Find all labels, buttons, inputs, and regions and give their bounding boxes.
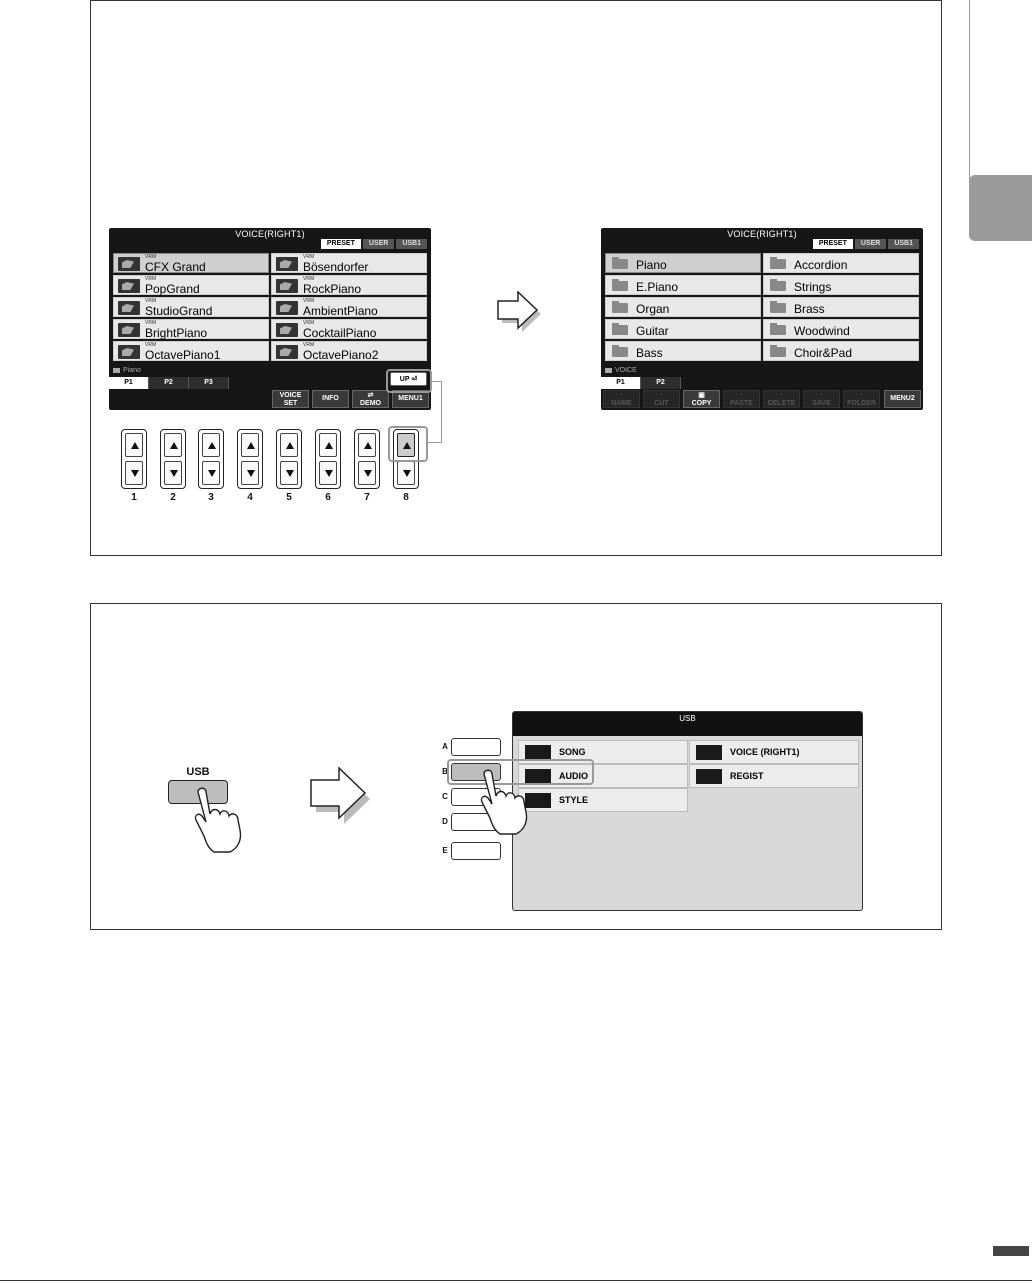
- callout-line: [427, 442, 442, 443]
- demo-button[interactable]: [352, 390, 389, 408]
- voice-name: CFX Grand: [145, 260, 206, 274]
- folder-name: Strings: [794, 280, 832, 294]
- folder-name: E.Piano: [636, 280, 679, 294]
- voice-item[interactable]: [113, 341, 269, 361]
- vrm-badge: VRM: [145, 342, 157, 348]
- folder-name: Guitar: [636, 324, 669, 338]
- chapter-tab: [969, 175, 1032, 241]
- tab-usb1[interactable]: USB1: [888, 239, 919, 249]
- right-arrow-icon: [494, 291, 546, 335]
- save-label: SAVE: [812, 400, 831, 407]
- letter-b: B: [442, 767, 448, 776]
- folder-icon: [612, 281, 628, 291]
- button-number-8: 8: [403, 492, 409, 503]
- piano-icon: [276, 323, 298, 337]
- button-number-7: 7: [364, 492, 370, 503]
- save-icon: ·: [820, 392, 823, 399]
- folder-name: Organ: [636, 302, 670, 316]
- voice-name: OctavePiano1: [145, 348, 221, 362]
- folder-icon: [770, 347, 786, 357]
- tab-p1[interactable]: P1: [109, 377, 149, 389]
- folder-label: FOLDER: [847, 400, 876, 407]
- folder-path-label: Piano: [123, 367, 141, 374]
- tab-p1[interactable]: P1: [601, 377, 641, 389]
- cut-button[interactable]: [643, 390, 680, 408]
- usb-item-label: AUDIO: [559, 771, 588, 781]
- folder-path-label: VOICE: [615, 367, 637, 374]
- tab-p2[interactable]: P2: [149, 377, 189, 389]
- voice-name: RockPiano: [303, 282, 362, 296]
- down-arrow-icon: [170, 470, 178, 477]
- tab-user[interactable]: USER: [855, 239, 886, 249]
- folder-icon: [612, 259, 628, 269]
- folder-item[interactable]: [605, 319, 761, 339]
- voice-folder-screen: [601, 228, 923, 410]
- hardware-button-6[interactable]: [315, 429, 341, 489]
- usb-item-style[interactable]: [518, 788, 688, 812]
- copy-icon: ▣: [698, 392, 705, 399]
- usb-item-label: VOICE (RIGHT1): [730, 747, 800, 757]
- vrm-badge: VRM: [145, 276, 157, 282]
- folder-item[interactable]: [605, 341, 761, 361]
- down-arrow-icon: [325, 470, 333, 477]
- folder-item[interactable]: [763, 275, 919, 295]
- delete-button[interactable]: [763, 390, 800, 408]
- vrm-badge: VRM: [303, 320, 315, 326]
- letter-c: C: [442, 792, 448, 801]
- piano-icon: [276, 301, 298, 315]
- voice-name: BrightPiano: [145, 326, 208, 340]
- folder-grid: [605, 253, 919, 361]
- scissors-icon: ·: [660, 392, 663, 399]
- down-arrow-icon: [247, 470, 255, 477]
- music-note-icon: [525, 745, 551, 760]
- button-number-4: 4: [247, 492, 253, 503]
- folder-icon: [605, 368, 612, 373]
- tab-p2[interactable]: P2: [641, 377, 681, 389]
- menu2-button[interactable]: MENU2: [884, 390, 921, 408]
- usb-screen: [512, 711, 863, 911]
- button-number-2: 2: [170, 492, 176, 503]
- vrm-badge: VRM: [303, 342, 315, 348]
- folder-item[interactable]: [605, 297, 761, 317]
- voice-set-button[interactable]: [272, 390, 309, 408]
- tab-preset[interactable]: PRESET: [321, 239, 361, 249]
- paste-label: PASTE: [730, 400, 753, 407]
- folder-icon: [770, 325, 786, 335]
- voice-item[interactable]: [271, 319, 427, 339]
- hardware-button-4[interactable]: [237, 429, 263, 489]
- down-arrow-icon: [286, 470, 294, 477]
- up-arrow-icon: [325, 442, 333, 449]
- cut-label: CUT: [654, 400, 669, 407]
- tab-preset[interactable]: PRESET: [813, 239, 853, 249]
- side-margin-line: [969, 0, 970, 180]
- hardware-button-5[interactable]: [276, 429, 302, 489]
- piano-icon: [118, 345, 140, 359]
- name-label: NAME: [611, 400, 632, 407]
- folder-icon: [612, 347, 628, 357]
- down-arrow-icon: [131, 470, 139, 477]
- voice-item[interactable]: [271, 253, 427, 273]
- voice-name: OctavePiano2: [303, 348, 379, 362]
- piano-icon: [276, 279, 298, 293]
- hardware-button-2[interactable]: [160, 429, 186, 489]
- tab-user[interactable]: USER: [363, 239, 394, 249]
- voice-item[interactable]: [113, 297, 269, 317]
- demo-icon: ⇄: [367, 392, 374, 399]
- demo-label: DEMO: [360, 400, 381, 407]
- name-button[interactable]: [603, 390, 640, 408]
- button-number-3: 3: [208, 492, 214, 503]
- folder-path: [605, 367, 637, 375]
- voice-item[interactable]: [113, 319, 269, 339]
- vrm-badge: VRM: [145, 320, 157, 326]
- copy-button[interactable]: [683, 390, 720, 408]
- keyboard-icon: [696, 745, 722, 760]
- button-8-callout: [388, 426, 428, 462]
- up-callout: [386, 369, 432, 393]
- voice-set-label-1: VOICE: [279, 392, 302, 399]
- folder-button[interactable]: [843, 390, 880, 408]
- vrm-badge: VRM: [145, 254, 157, 260]
- button-number-5: 5: [286, 492, 292, 503]
- folder-item[interactable]: [605, 275, 761, 295]
- delete-label: DELETE: [767, 400, 796, 407]
- voice-item[interactable]: [113, 275, 269, 295]
- folder-icon: [612, 303, 628, 313]
- folder-name: Piano: [636, 258, 667, 272]
- button-a[interactable]: [451, 738, 501, 756]
- pressing-finger-icon: [478, 768, 536, 836]
- folder-item[interactable]: [605, 253, 761, 273]
- bank-tabs: [813, 239, 919, 249]
- vrm-badge: VRM: [303, 276, 315, 282]
- up-arrow-icon: [131, 442, 139, 449]
- piano-icon: [276, 345, 298, 359]
- voice-name: AmbientPiano: [303, 304, 378, 318]
- folder-icon: [612, 325, 628, 335]
- voice-name: Bösendorfer: [303, 260, 369, 274]
- copy-label: COPY: [691, 400, 712, 407]
- paste-button[interactable]: [723, 390, 760, 408]
- pressing-finger-icon: [192, 786, 250, 854]
- up-arrow-icon: [286, 442, 294, 449]
- folder-item[interactable]: [763, 253, 919, 273]
- piano-icon: [118, 323, 140, 337]
- bank-tabs: [321, 239, 427, 249]
- voice-grid: [113, 253, 427, 361]
- folder-item[interactable]: [763, 341, 919, 361]
- voice-selection-screen: [109, 228, 431, 410]
- piano-icon: [118, 301, 140, 315]
- hardware-button-1[interactable]: [121, 429, 147, 489]
- info-button[interactable]: INFO: [312, 390, 349, 408]
- down-arrow-icon: [364, 470, 372, 477]
- usb-item-label: REGIST: [730, 771, 764, 781]
- button-number-6: 6: [325, 492, 331, 503]
- hardware-button-3[interactable]: [198, 429, 224, 489]
- page-bottom-rule: [0, 1280, 1032, 1281]
- right-arrow-icon: [308, 766, 378, 826]
- piano-icon: [118, 279, 140, 293]
- folder-name: Accordion: [794, 258, 848, 272]
- up-label: UP: [399, 376, 410, 383]
- vrm-badge: VRM: [303, 298, 315, 304]
- page-tabs: [601, 377, 681, 389]
- voice-name: CocktailPiano: [303, 326, 377, 340]
- piano-icon: [276, 257, 298, 271]
- page-tabs: [109, 377, 229, 389]
- folder-icon: [770, 303, 786, 313]
- folder-path: [113, 367, 141, 375]
- folder-name: Bass: [636, 346, 663, 360]
- save-button[interactable]: [803, 390, 840, 408]
- vrm-badge: VRM: [303, 254, 315, 260]
- voice-name: PopGrand: [145, 282, 200, 296]
- button-e[interactable]: [451, 842, 501, 860]
- up-arrow-icon: [364, 442, 372, 449]
- letter-a: A: [442, 742, 448, 751]
- voice-set-label-2: SET: [283, 400, 298, 407]
- folder-name: Woodwind: [794, 324, 850, 338]
- letter-e: E: [442, 846, 448, 855]
- vrm-badge: VRM: [145, 298, 157, 304]
- up-arrow-icon: [247, 442, 255, 449]
- voice-item[interactable]: [271, 341, 427, 361]
- folder-icon: [770, 281, 786, 291]
- voice-item[interactable]: [113, 253, 269, 273]
- piano-icon: [118, 257, 140, 271]
- tab-p3[interactable]: P3: [189, 377, 229, 389]
- callout-line: [441, 381, 442, 443]
- usb-item-label: STYLE: [559, 795, 589, 805]
- voice-item[interactable]: [271, 297, 427, 317]
- usb-button-label: USB: [186, 766, 210, 778]
- menu1-button[interactable]: MENU1: [392, 390, 429, 408]
- folder-item[interactable]: [763, 297, 919, 317]
- up-arrow-icon: [170, 442, 178, 449]
- down-arrow-icon: [208, 470, 216, 477]
- trash-icon: ·: [780, 392, 783, 399]
- folder-name: Brass: [794, 302, 825, 316]
- up-arrow-icon: [208, 442, 216, 449]
- down-arrow-icon: [403, 470, 411, 477]
- paste-icon: ·: [740, 392, 743, 399]
- voice-item[interactable]: [271, 275, 427, 295]
- screen-title: VOICE(RIGHT1): [727, 229, 797, 239]
- folder-icon: [770, 259, 786, 269]
- folder-item[interactable]: [763, 319, 919, 339]
- page-marker: [993, 1246, 1029, 1256]
- folder-icon: [113, 368, 120, 373]
- name-icon: ·: [620, 392, 623, 399]
- folder-name: Choir&Pad: [794, 346, 853, 360]
- return-arrow-icon: ⏎: [411, 376, 418, 383]
- usb-screen-title: USB: [513, 712, 862, 736]
- letter-d: D: [442, 817, 448, 826]
- registration-icon: [696, 769, 722, 784]
- new-folder-icon: ·: [860, 392, 863, 399]
- screen-title: VOICE(RIGHT1): [235, 229, 305, 239]
- usb-item-label: SONG: [559, 747, 586, 757]
- hardware-button-7[interactable]: [354, 429, 380, 489]
- button-number-1: 1: [131, 492, 137, 503]
- voice-name: StudioGrand: [145, 304, 213, 318]
- tab-usb1[interactable]: USB1: [396, 239, 427, 249]
- usb-item-voice[interactable]: [689, 740, 859, 764]
- usb-item-regist[interactable]: [689, 764, 859, 788]
